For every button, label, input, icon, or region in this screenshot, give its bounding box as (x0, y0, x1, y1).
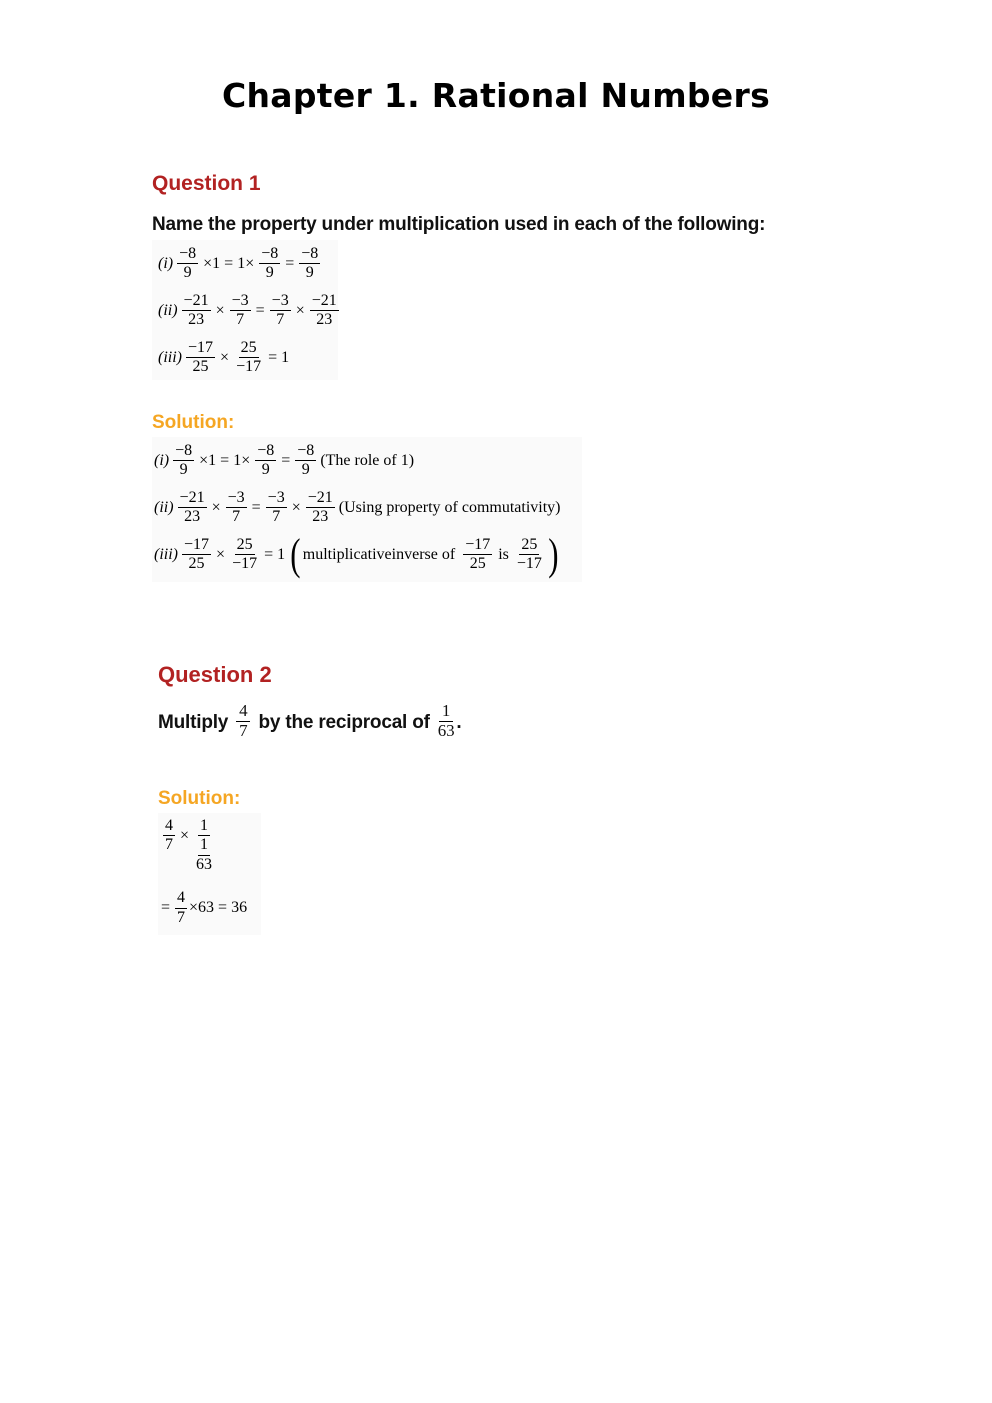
question-1-heading: Question 1 (152, 172, 261, 195)
question-2-heading: Question 2 (158, 662, 272, 687)
question-1-solution (152, 437, 582, 582)
question-1-solution-heading: Solution: (152, 412, 235, 433)
question-2-solution-heading: Solution: (158, 788, 241, 809)
solution-iii-note: multiplicativeinverse of (302, 545, 456, 563)
solution-i: (i) $\frac{-8}{9}$ ×1 = 1× $\frac{-8}{9}$ = $\frac{-8}{9}$ (The role of 1) (154, 441, 415, 478)
question-2-prompt: Multiply $\frac{4}{7}$ by the reciprocal of $\frac{1}{63}$ . (158, 701, 462, 740)
equation-ii: (ii) $\frac{-21}{23}$ × $\frac{-3}{7}$ = $\frac{-3}{7}$ × $\frac{-21}{23}$ (158, 291, 337, 328)
equation-iii: (iii) $\frac{-17}{25}$ × $\frac{25}{-17}$ = 1 (158, 338, 290, 375)
solution-i-note: (The role of 1) (320, 451, 415, 469)
solution-ii: (ii) $\frac{-21}{23}$ × $\frac{-3}{7}$ = $\frac{-3}{7}$ × $\frac{-21}{23}$ (Using property of commutativity) (154, 488, 561, 525)
page-title: Chapter 1. Rational Numbers (221, 76, 771, 115)
question-1-prompt: Name the property under multiplication used in each of the following: (152, 214, 766, 235)
question-1-equations (152, 240, 338, 380)
solution-step-1: $\frac{4}{7}$ × 1 1 63 (165, 817, 213, 873)
equation-i: (i) $\frac{-8}{9}$ ×1 = 1× $\frac{-8}{9}$ = $\frac{-8}{9}$ (158, 244, 319, 281)
fraction-four-sevenths: $\frac{4}{7}$ (236, 702, 250, 740)
solution-iii: (iii) $\frac{-17}{25}$ × $\frac{25}{-17}$ = 1 ( multiplicativeinverse of $\frac{-17}{25}$ is $\frac{25}{-17}$ ) (154, 529, 559, 579)
solution-ii-note: (Using property of commutativity) (338, 498, 561, 516)
question-2-solution (158, 813, 261, 935)
solution-step-2: = $\frac{4}{7}$ ×63 = 36 (161, 889, 248, 926)
fraction-one-sixty-third: $\frac{1}{63}$ (437, 701, 455, 740)
